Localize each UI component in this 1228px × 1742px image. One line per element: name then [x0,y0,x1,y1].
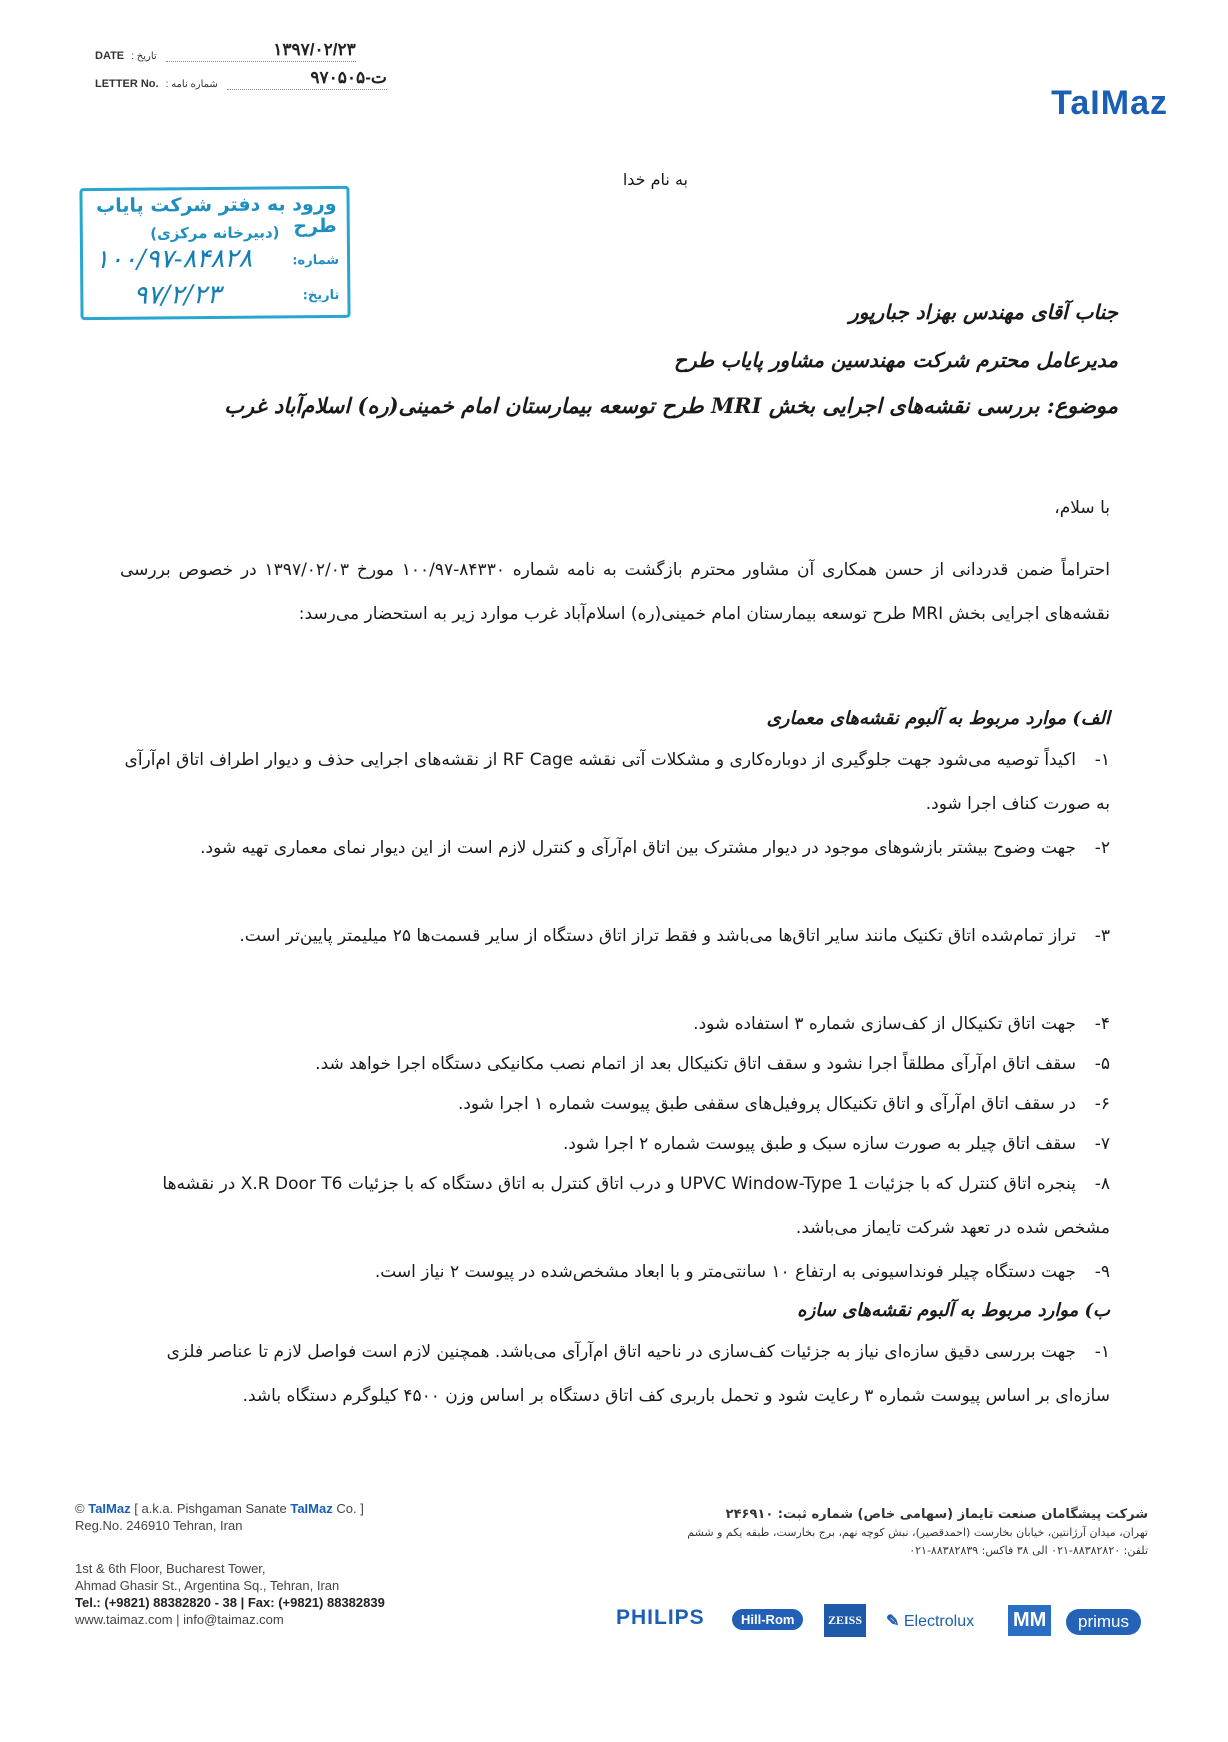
stamp-date-value: ۹۷/۲/۲۳ [133,279,221,311]
item-number: ۶- [1094,1094,1110,1114]
item-number: ۹- [1094,1262,1110,1282]
stamp-date-label: تاریخ: [302,287,340,304]
footer-aka-brand: TaIMaz [290,1501,333,1516]
partner-logos [616,1606,1156,1642]
hillrom-logo: Hill-Rom [732,1609,803,1630]
footer-company [75,1500,364,1534]
subject-line: موضوع: بررسی نقشه‌های اجرایی بخش MRI طرح توسعه بیمارستان امام خمینی(ره) اسلام‌آباد غرب [224,393,1118,418]
item-text: اکیداً توصیه می‌شود جهت جلوگیری از دوباره‌کاری و مشکلات آتی نقشه RF Cage از نقشه‌های اجرایی حذف و دیوار اطراف اتاق ام‌آرآی به صورت کناف اجرا شود. [124,750,1110,814]
footer-fa-name: شرکت پیشگامان صنعت تایماز (سهامی خاص) شماره ثبت: ۲۴۶۹۱۰ [725,1507,1148,1522]
footer-street: Ahmad Ghasir St., Argentina Sq., Tehran, Iran [75,1578,340,1593]
letter-label-fa: : شماره نامه [165,79,218,90]
list-item [120,914,1110,958]
footer-web: www.taimaz.com | info@taimaz.com [75,1612,284,1627]
electrolux-text: Electrolux [903,1613,975,1630]
letter-label: LETTER No. [95,78,159,90]
greeting: با سلام، [1054,498,1110,518]
footer-brand: TaIMaz [88,1501,131,1516]
item-text: پنجره اتاق کنترل که با جزئیات UPVC Window-Type 1 و درب اتاق کنترل به اتاق دستگاه که با جزئیات X.R Door T6 در نقشه‌ها مشخص شده در تعهد شرکت تایماز می‌باشد. [162,1174,1110,1238]
item-text: جهت دستگاه چیلر فونداسیونی به ارتفاع ۱۰ سانتی‌متر و با ابعاد مشخص‌شده در پیوست ۲ نیاز است. [374,1262,1076,1282]
footer-address [75,1560,385,1628]
stamp-number-value: ۱۰۰/۹۷-۸۴۸۲۸ [94,243,253,276]
date-label-fa: : تاریخ [131,51,157,62]
stamp-number-label: شماره: [292,252,340,269]
date-line [166,40,356,62]
electrolux-logo: ✎ Electrolux [886,1613,975,1630]
list-item [120,738,1110,826]
item-text: تراز تمام‌شده اتاق تکنیک مانند سایر اتاق‌ها می‌باشد و فقط تراز اتاق دستگاه از سایر قسمت‌ها ۲۵ میلیمتر پایین‌تر است. [239,926,1076,946]
footer-aka-end: Co. ] [336,1501,364,1516]
recipient-title: مدیرعامل محترم شرکت مهندسین مشاور پایاب طرح [674,348,1118,372]
date-value: ۱۳۹۷/۰۲/۲۳ [273,40,356,59]
item-number: ۵- [1094,1054,1110,1074]
letter-value: ۹۷ت-۰۵۰۵ [310,68,387,87]
list-item [120,826,1110,870]
footer-aka: [ a.k.a. Pishgaman Sanate [134,1501,287,1516]
list-item [120,1330,1110,1418]
date-field [95,40,356,62]
receipt-stamp [79,186,350,320]
item-number: ۳- [1094,926,1110,946]
letter-number-field [95,68,387,90]
stamp-subtitle: (دبیرخانه مرکزی) [150,223,280,243]
philips-logo: PHILIPS [616,1606,705,1629]
stamp-title: ورود به دفتر شرکت پایاب طرح [95,192,337,238]
footer-phone: Tel.: (+9821) 88382820 - 38 | Fax: (+9821) 88382839 [75,1595,385,1610]
item-text: جهت وضوح بیشتر بازشوهای موجود در دیوار مشترک بین اتاق ام‌آرآی و کنترل لازم است از این دیوار نمای معماری تهیه شود. [200,838,1076,858]
item-number: ۱- [1094,750,1110,770]
footer-floor: 1st & 6th Floor, Bucharest Tower, [75,1561,266,1576]
footer-reg: Reg.No. 246910 Tehran, Iran [75,1518,243,1533]
footer-fa-phone: تلفن: ۸۸۳۸۲۸۲۰-۰۲۱ الی ۳۸ فاکس: ۸۸۳۸۲۸۳۹-۰۲۱ [909,1544,1148,1557]
item-number: ۱- [1094,1342,1110,1362]
item-text: در سقف اتاق ام‌آرآی و اتاق تکنیکال پروفیل‌های سقفی طبق پیوست شماره ۱ اجرا شود. [457,1094,1076,1114]
company-logo: TaIMaz [1051,84,1168,122]
bismillah: به نام خدا [622,170,688,189]
list-item [120,1002,1110,1046]
item-text: سقف اتاق ام‌آرآی مطلقاً اجرا نشود و سقف اتاق تکنیکال بعد از اتمام نصب مکانیکی دستگاه اجرا خواهد شد. [315,1054,1076,1074]
item-number: ۴- [1094,1014,1110,1034]
section-a-title: الف) موارد مربوط به آلبوم نقشه‌های معماری [766,708,1110,729]
recipient-name: جناب آقای مهندس بهزاد جبارپور [849,300,1118,324]
footer-fa-info [687,1506,1148,1560]
list-item [120,1250,1110,1294]
item-text: جهت اتاق تکنیکال از کف‌سازی شماره ۳ استفاده شود. [693,1014,1076,1034]
intro-paragraph: احتراماً ضمن قدردانی از حسن همکاری آن مشاور محترم بازگشت به نامه شماره ۸۴۳۳۰-۱۰۰/۹۷ مورخ ۱۳۹۷/۰۲/۰۳ در خصوص بررسی نقشه‌های اجرایی بخش MRI طرح توسعه بیمارستان امام خمینی(ره) اسلام‌آباد غرب موارد زیر به استحضار می‌رسد: [120,560,1110,624]
section-b-title: ب) موارد مربوط به آلبوم نقشه‌های سازه [797,1300,1110,1321]
item-text: سقف اتاق چیلر به صورت سازه سبک و طبق پیوست شماره ۲ اجرا شود. [562,1134,1076,1154]
item-text: جهت بررسی دقیق سازه‌ای نیاز به جزئیات کف‌سازی در ناحیه اتاق ام‌آرآی می‌باشد. همچنین لازم است فواصل لازم تا عناصر فلزی سازه‌ای بر اساس پیوست شماره ۳ رعایت شود و تحمل باربری کف اتاق دستگاه بر اساس وزن ۴۵۰۰ کیلوگرم دستگاه باشد. [166,1342,1110,1406]
footer-fa-address: تهران، میدان آرژانتین، خیابان بخارست (احمدقصیر)، نبش کوچه نهم، برج بخارست، طبقه یکم و ششم [687,1526,1148,1539]
list-item [120,1082,1110,1126]
list-item [120,1122,1110,1166]
item-number: ۸- [1094,1174,1110,1194]
item-number: ۲- [1094,838,1110,858]
mm-logo: MM [1008,1605,1051,1636]
copyright-symbol: © [75,1501,85,1516]
list-item [120,1042,1110,1086]
primus-logo: primus [1066,1609,1141,1635]
item-number: ۷- [1094,1134,1110,1154]
list-item [120,1162,1110,1250]
letter-line [227,68,387,90]
zeiss-logo: ZEISS [824,1604,866,1637]
date-label: DATE [95,50,125,62]
